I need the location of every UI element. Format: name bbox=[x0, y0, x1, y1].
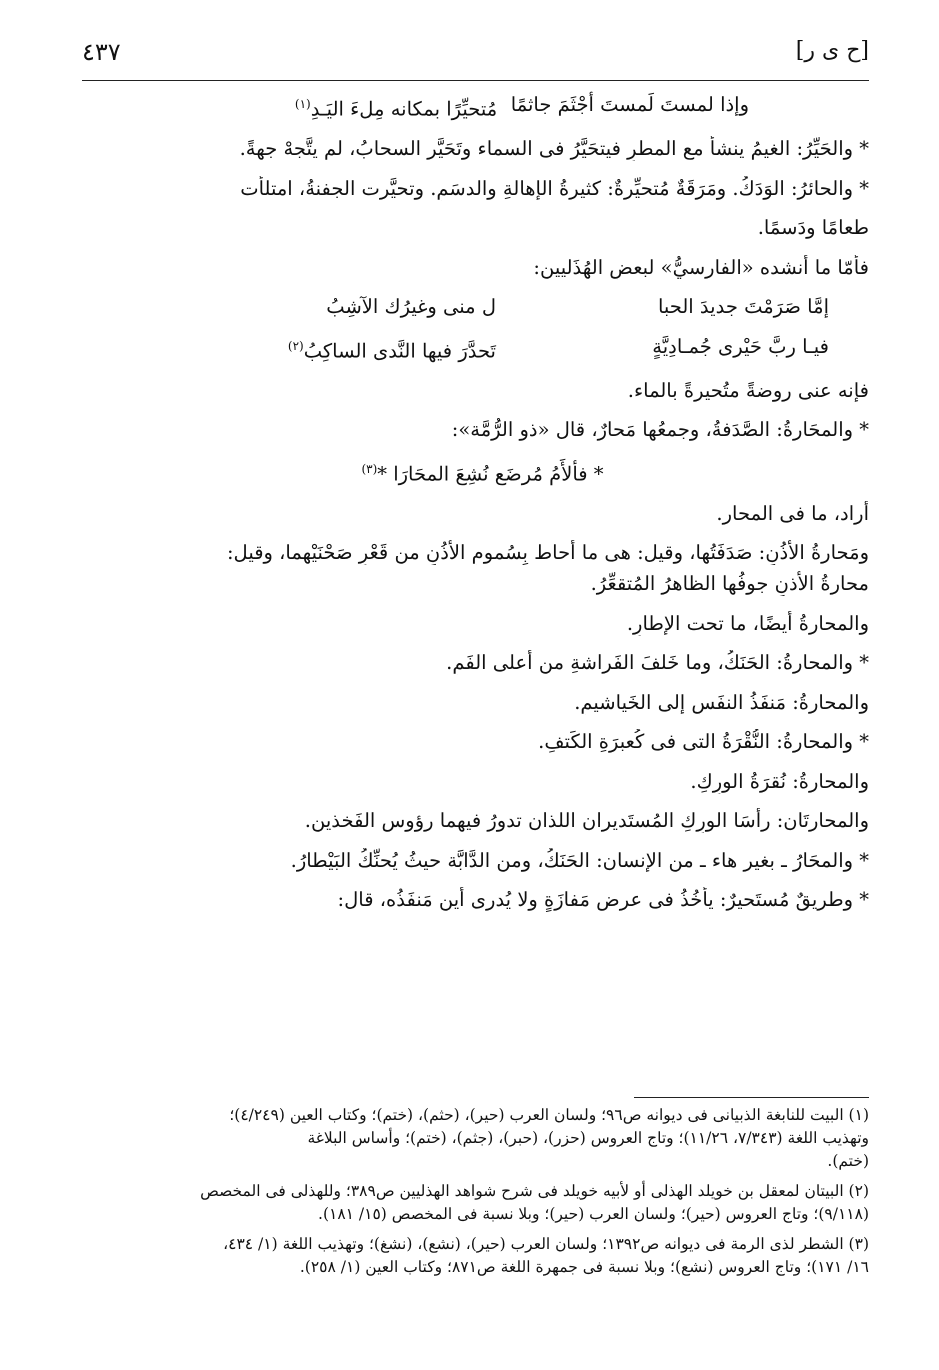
verse-second-hemistich: ل منى وغيرُك الآشِبُ bbox=[326, 295, 496, 318]
footnote-line: (ختم). bbox=[827, 1152, 869, 1170]
text-line: فأمّا ما أنشده «الفارسيُّ» لبعضِ الهُذَليين: bbox=[533, 255, 869, 279]
page-number: ٤٣٧ bbox=[82, 38, 121, 66]
text-line: والمحارةُ: نُقرَةُ الورِكِ. bbox=[690, 769, 869, 793]
verse-first-hemistich: وإذا لمستَ لَمستَ أجْثَمَ جاثمًا bbox=[510, 93, 749, 116]
footnote-marker: (١) bbox=[294, 97, 311, 111]
text-line: * والحَيِّرُ: الغيمُ ينشأُ مع المطرِ فيتحَيَّرُ فى السماء وتَحَيَّر السحابُ، لم يتَّجهْ جهةً. bbox=[239, 137, 869, 160]
footnote-marker: (٢) bbox=[287, 338, 304, 353]
footnote-marker: (٣) bbox=[361, 461, 378, 476]
text-line: طعامًا ودَسمًا. bbox=[757, 216, 869, 239]
verse-line bbox=[96, 92, 869, 122]
text-line: * والمحارةُ: الحَنَكُ، وما خَلفَ الفَراشةِ من أعلى الفَمِ. bbox=[446, 651, 869, 674]
footnote-rule bbox=[634, 1097, 869, 1098]
text-line: والمحارتَان: رأسَا الورِكِ المُستَديران اللذان تدورُ فيهما رؤوس الفَخذين. bbox=[304, 809, 869, 832]
text-line: * والمحارةُ: النُّقْرَةُ التى فى كُعبرَةِ الكَتفِ. bbox=[538, 730, 869, 753]
text-line: والمحارةُ أيضًا، ما تحت الإطارِ. bbox=[626, 611, 869, 635]
footnote-line: (٢) البيتان لمعقل بن خويلد الهذلى أو لأبيه خويلد فى شرح شواهد الهذليين ص٣٨٩؛ وللهذلى فى المخصص bbox=[200, 1182, 869, 1200]
text-line: والمحارةُ: مَنفَذُ النفَسِ إلى الخَياشيمِ. bbox=[574, 690, 869, 714]
footnote-line: (١) البيت للنابغة الذبيانى فى ديوانه ص٩٦؛ ولسان العرب (حير)، (حثم)، (ختم)؛ وكتاب العين (٤/٢٤٩)؛ bbox=[229, 1106, 869, 1124]
verse-second-hemistich bbox=[96, 92, 497, 122]
text-line: ومَحارةُ الأُذُنِ: صَدَفَتُها، وقيل: هى ما أحاط بِسُمومِ الأُذُنِ من قَعْرِ صَحْنَيْهما، وقيل: bbox=[226, 541, 869, 564]
text-line: أراد، ما فى المحار. bbox=[716, 501, 869, 525]
verse-text: تَحدَّرَ فيها النَّدى الساكِبُ bbox=[303, 339, 496, 362]
footnotes bbox=[80, 1104, 869, 1279]
text-line: * والحائرُ: الوَدَكُ. ومَرَقَةٌ مُتحيِّرةٌ: كثيرةُ الإهالةِ والدسَمِ. وتحيَّرت الجفنةُ، امتلأت bbox=[240, 176, 869, 200]
verse-line bbox=[96, 294, 869, 319]
footnote-line: (٣) الشطر لذى الرمة فى ديوانه ص١٣٩٢؛ ولسان العرب (حير)، (نشع)، (نشغ)؛ وتهذيب اللغة (١/ ٤٣٤، bbox=[223, 1235, 869, 1253]
footnote-line: وتهذيب اللغة (٧/٣٤٣، ١١/٢٦)؛ وتاج العروس (حزر)، (حبر)، (جثم)، (ختم)؛ وأساس البلاغة bbox=[307, 1129, 869, 1147]
verse-hemistich-line bbox=[96, 457, 869, 487]
verse-text: مُتحيِّرًا بمكانه مِلءَ اليَـدِ bbox=[310, 97, 498, 121]
text-line: فإنه عنى روضةً متُحيرةً بالماء. bbox=[627, 378, 869, 402]
footnote-line: (٩/١١٨)؛ وتاج العروس (حير)؛ ولسان العرب (حير)؛ وبلا نسبة فى المخصص (١٥/ ١٨١). bbox=[318, 1205, 869, 1223]
main-text bbox=[96, 92, 869, 912]
verse-second-hemistich bbox=[96, 334, 496, 364]
text-line: * وطريقٌ مُستَحيرٌ: يأخُذُ فى عرضِ مَفازَةٍ ولا يُدرى أين مَنفَذُه، قال: bbox=[337, 888, 869, 911]
verse-text: * فألأَمُ مُرضَعٍ نُشِعَ المحَارَا * bbox=[377, 462, 604, 485]
running-header bbox=[82, 38, 869, 72]
text-line: * والمحَارُ ـ بغير هاء ـ من الإنسان: الحَنَكُ، ومن الدَّابَّة حيثُ يُحنِّكُ البَيْطارُ. bbox=[290, 848, 869, 872]
root-letters-heading: [ح ى ر] bbox=[795, 38, 869, 63]
footnote-line: ١٦/ ١٧١)؛ وتاج العروس (نشع)؛ وبلا نسبة فى جمهرة اللغة ص٨٧١؛ وكتاب العين (١/ ٢٥٨). bbox=[299, 1258, 869, 1276]
text-line: * والمحَارةُ: الصَّدَفةُ، وجمعُها مَحارٌ، قال «ذو الرُّمَّة»: bbox=[451, 418, 869, 441]
verse-line bbox=[96, 334, 869, 364]
header-rule bbox=[82, 80, 869, 81]
verse-first-hemistich: فيـا ربَّ حَيْرى جُمـادِيَّةٍ bbox=[652, 334, 829, 358]
verse-first-hemistich: إمَّا صَرَمْتَ جديدَ الحبا bbox=[657, 295, 829, 318]
text-line: محارةُ الأذنِ جوفُها الظاهرُ المُتقعِّرُ. bbox=[590, 572, 869, 595]
